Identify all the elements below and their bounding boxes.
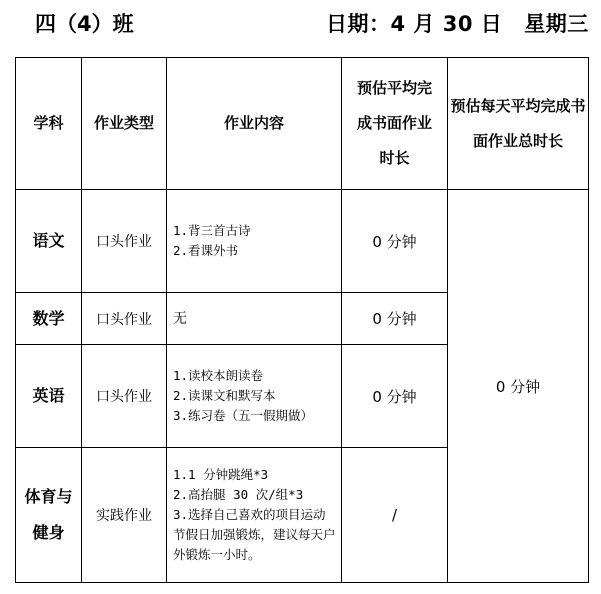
col-header-est-time: 预估平均完成书面作业时长 <box>342 58 448 190</box>
content-line: 3.练习卷（五一假期做） <box>173 408 314 423</box>
type-cell: 口头作业 <box>82 345 167 448</box>
time-cell: / <box>342 448 448 583</box>
col-header-type: 作业类型 <box>82 58 167 190</box>
content-line: 3.选择自己喜欢的项目运动 <box>173 507 326 522</box>
time-cell: 0 分钟 <box>342 190 448 293</box>
col-header-subject: 学科 <box>16 58 82 190</box>
content-cell <box>167 190 342 293</box>
type-cell: 口头作业 <box>82 293 167 345</box>
content-line: 1.背三首古诗 <box>173 223 251 238</box>
content-cell <box>167 448 342 583</box>
date-line <box>326 8 589 38</box>
time-cell: 0 分钟 <box>342 293 448 345</box>
table-row <box>16 190 589 293</box>
content-cell <box>167 293 342 345</box>
content-line: 无 <box>173 310 187 327</box>
content-line: 1.1 分钟跳绳*3 <box>173 467 269 482</box>
content-cell <box>167 345 342 448</box>
subject-cell: 数学 <box>16 293 82 345</box>
class-title: 四（4）班 <box>35 12 134 36</box>
content-line: 节假日加强锻炼，建议每天户外锻炼一小时。 <box>173 527 336 562</box>
content-line: 2.看课外书 <box>173 243 239 258</box>
total-time-cell: 0 分钟 <box>448 190 589 583</box>
homework-table <box>15 57 589 583</box>
subject-cell: 英语 <box>16 345 82 448</box>
time-cell: 0 分钟 <box>342 345 448 448</box>
content-line: 2.高抬腿 30 次/组*3 <box>173 487 304 502</box>
subject-cell: 语文 <box>16 190 82 293</box>
type-cell: 实践作业 <box>82 448 167 583</box>
subject-cell: 体育与健身 <box>16 448 82 583</box>
date-text: 日期：4 月 30 日 <box>326 12 503 36</box>
col-header-total-time: 预估每天平均完成书面作业总时长 <box>448 58 589 190</box>
col-header-content: 作业内容 <box>167 58 342 190</box>
table-header-row <box>16 58 589 190</box>
content-line: 1.读校本朗读卷 <box>173 368 264 383</box>
weekday-text: 星期三 <box>524 12 589 36</box>
content-line: 2.读课文和默写本 <box>173 388 276 403</box>
type-cell: 口头作业 <box>82 190 167 293</box>
